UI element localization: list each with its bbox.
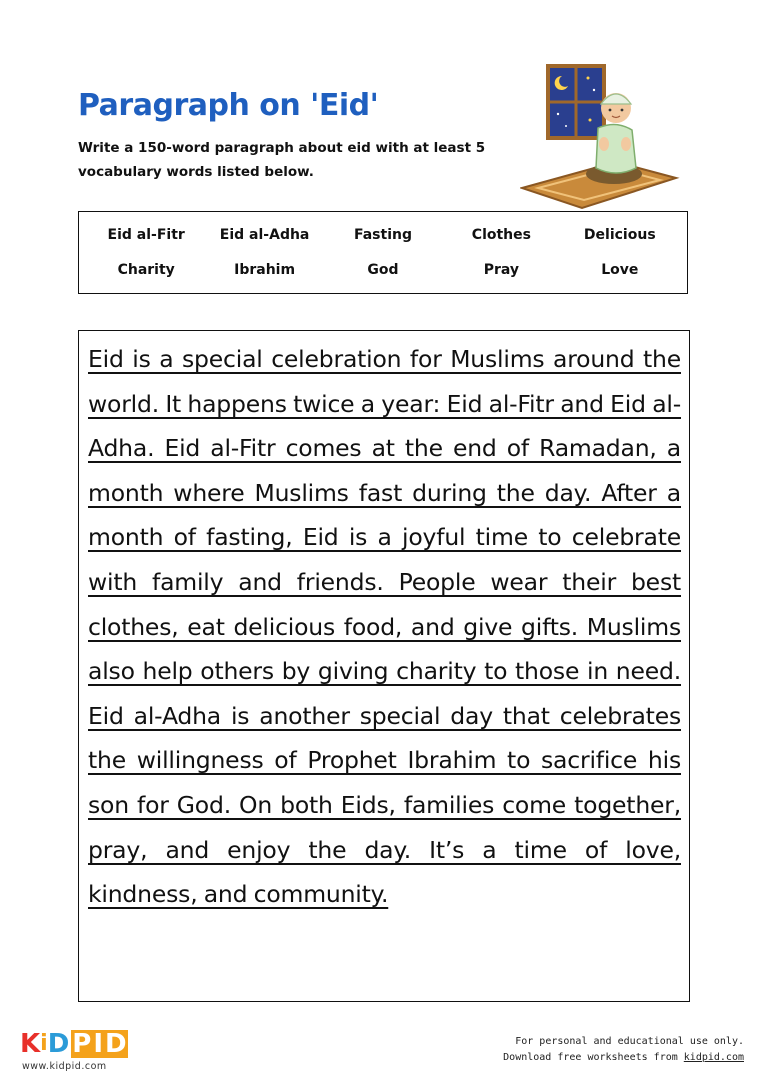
logo-letter: P xyxy=(72,1029,92,1059)
footer-usage-note: For personal and educational use only. xyxy=(515,1036,744,1047)
logo-letter: I xyxy=(93,1029,104,1059)
vocab-word: Clothes xyxy=(471,227,531,244)
instructions: Write a 150-word paragraph about eid with at least 5 vocabulary words listed below. xyxy=(78,140,486,180)
logo-letter: D xyxy=(47,1029,70,1059)
logo-letter: i xyxy=(40,1031,48,1056)
vocab-word: Eid al-Adha xyxy=(219,227,310,244)
footer-download-text: Download free worksheets from xyxy=(503,1052,684,1063)
vocabulary-box xyxy=(78,211,688,294)
footer xyxy=(503,1034,744,1066)
vocab-word: Fasting xyxy=(353,227,412,244)
logo-letter: D xyxy=(105,1029,127,1059)
footer-link[interactable]: kidpid.com xyxy=(683,1052,744,1063)
vocab-word: Delicious xyxy=(583,227,656,244)
kidpid-logo xyxy=(20,1030,128,1058)
vocab-word: Love xyxy=(601,261,639,278)
paragraph-text: Eid is a special celebration for Muslims around the world. It happens twice a year: Eid al-Fitr and Eid al-Adha. Eid al-Fitr comes at the end of Ramadan, a month where Muslims fast during the day. After a month of fasting, Eid is a joyful time to celebrate with family and friends. People wear their best clothes, eat delicious food, and give gifts. Muslims also help others by giving charity to those in need. Eid al-Adha is another special day that celebrates the willingness of Prophet Ibrahim to sacrifice his son for God. On both Eids, families come together, pray, and enjoy the day. It’s a time of love, kindness, and community. xyxy=(88,345,681,909)
vocab-word: Charity xyxy=(117,261,175,278)
vocab-word: God xyxy=(367,261,399,278)
logo-letter: K xyxy=(20,1029,41,1059)
boy-praying-on-mat-icon xyxy=(520,62,680,210)
vocab-word: Pray xyxy=(483,261,520,278)
vocabulary-grid xyxy=(79,212,687,293)
paragraph-box xyxy=(78,330,690,1002)
footer-download-line xyxy=(503,1050,744,1066)
logo-url: www.kidpid.com xyxy=(22,1061,107,1072)
vocab-word: Ibrahim xyxy=(234,261,296,278)
page-title: Paragraph on 'Eid' xyxy=(78,88,379,123)
vocab-word: Eid al-Fitr xyxy=(107,227,185,244)
